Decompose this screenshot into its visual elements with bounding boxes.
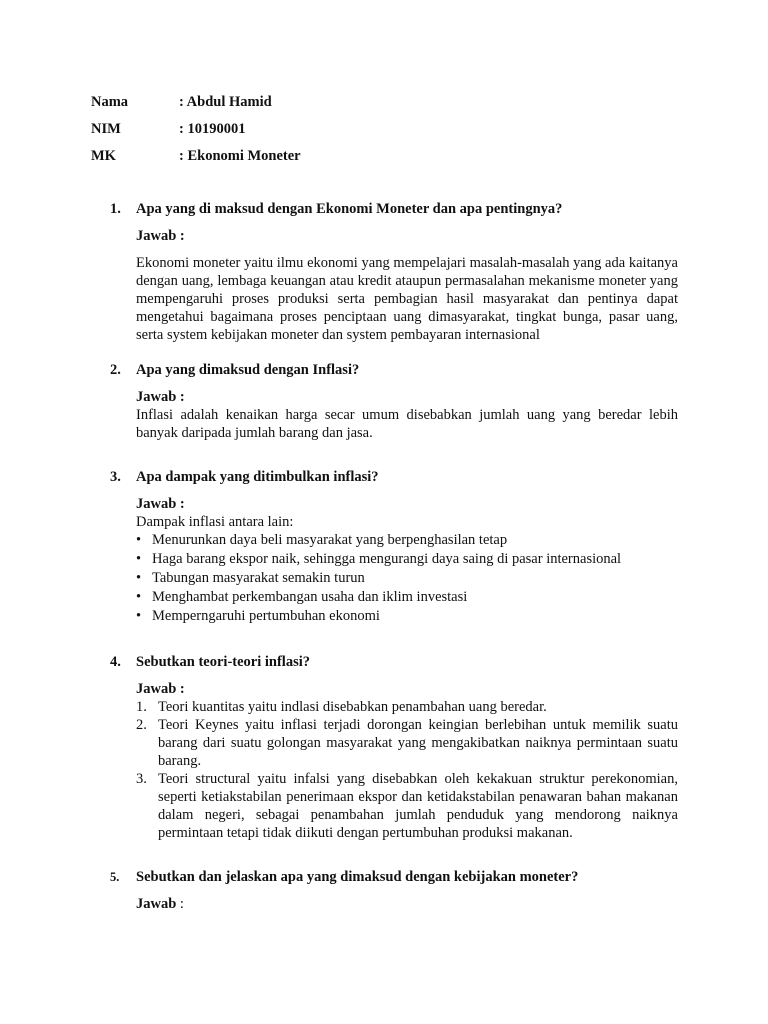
question-number: 1. [110,201,121,217]
course-row [91,147,301,174]
question-number: 3. [110,469,121,485]
impact-list [136,531,678,626]
list-item: • Menurunkan daya beli masyarakat yang berpenghasilan tetap [136,532,508,548]
bullet-icon: • [136,608,142,624]
question-text: Apa dampak yang ditimbulkan inflasi? [136,469,379,485]
answer-label: Jawab : [136,681,185,697]
question-2 [110,361,678,442]
question-number: 5. [110,870,120,884]
name-value: : Abdul Hamid [179,94,272,110]
bullet-icon: • [136,570,142,586]
question-3 [110,468,678,626]
course-value: : Ekonomi Moneter [179,148,301,164]
answer-label: Jawab : [136,896,184,912]
bullet-icon: • [136,551,142,567]
answer-text: Inflasi adalah kenaikan harga secar umum disebabkan jumlah uang yang beredar lebih banyak daripada jumlah barang dan jasa. [136,407,678,441]
answer-label: Jawab : [136,496,185,512]
question-4 [110,653,678,842]
theory-list [136,698,678,842]
name-label: Nama [91,94,129,110]
question-number: 2. [110,362,121,378]
answer-label: Jawab : [136,228,185,244]
course-label: MK [91,148,116,164]
list-item: 1. Teori kuantitas yaitu indlasi disebabkan penambahan uang beredar. [136,699,547,715]
nim-label: NIM [91,121,121,137]
list-item: 2. Teori Keynes yaitu inflasi terjadi dorongan keingian berlebihan untuk memilik suatu barang dari suatu golongan masyarakat yang mengakibatkan naiknya permintaan suatu barang. [136,717,678,769]
list-item: 3. Teori structural yaitu infalsi yang disebabkan oleh kekakuan struktur perekonomian, seperti ketiakstabilan penerimaan ekspor dan ketidakstabilan penawaran bahan makanan dalam negeri, sebagai penambahan jumlah penduduk yang mendorong naiknya permintaan tetapi tidak diikuti dengan pertumbuhan produksi makanan. [136,771,678,841]
question-1 [110,200,678,344]
question-text: Sebutkan teori-teori inflasi? [136,654,310,670]
name-row [91,93,301,120]
nim-value: : 10190001 [179,121,246,137]
bullet-icon: • [136,589,142,605]
list-item: • Menghambat perkembangan usaha dan iklim investasi [136,589,468,605]
question-text: Apa yang di maksud dengan Ekonomi Moneter dan apa pentingnya? [136,201,563,217]
question-text: Sebutkan dan jelaskan apa yang dimaksud dengan kebijakan moneter? [136,869,579,885]
question-5 [110,868,678,913]
answer-intro: Dampak inflasi antara lain: [136,514,294,530]
answer-label: Jawab : [136,389,185,405]
list-item: • Tabungan masyarakat semakin turun [136,570,365,586]
list-item: • Haga barang ekspor naik, sehingga mengurangi daya saing di pasar internasional [136,551,622,567]
answer-text: Ekonomi moneter yaitu ilmu ekonomi yang mempelajari masalah-masalah yang ada kaitanya dengan uang, lembaga keuangan atau kredit ataupun permasalahan mekanisme moneter yang mempengaruhi proses produksi serta pembagian hasil masyarakat dan pentinya dapat mengetahui bagaimana proses penciptaan uang dimasyarakat, tingkat bunga, pasar uang, serta system kebijakan moneter dan system pembayaran internasional [136,255,678,343]
nim-row [91,120,301,147]
question-text: Apa yang dimaksud dengan Inflasi? [136,362,360,378]
bullet-icon: • [136,532,142,548]
student-info [91,93,301,174]
list-item: • Memperngaruhi pertumbuhan ekonomi [136,608,380,624]
question-number: 4. [110,654,121,670]
